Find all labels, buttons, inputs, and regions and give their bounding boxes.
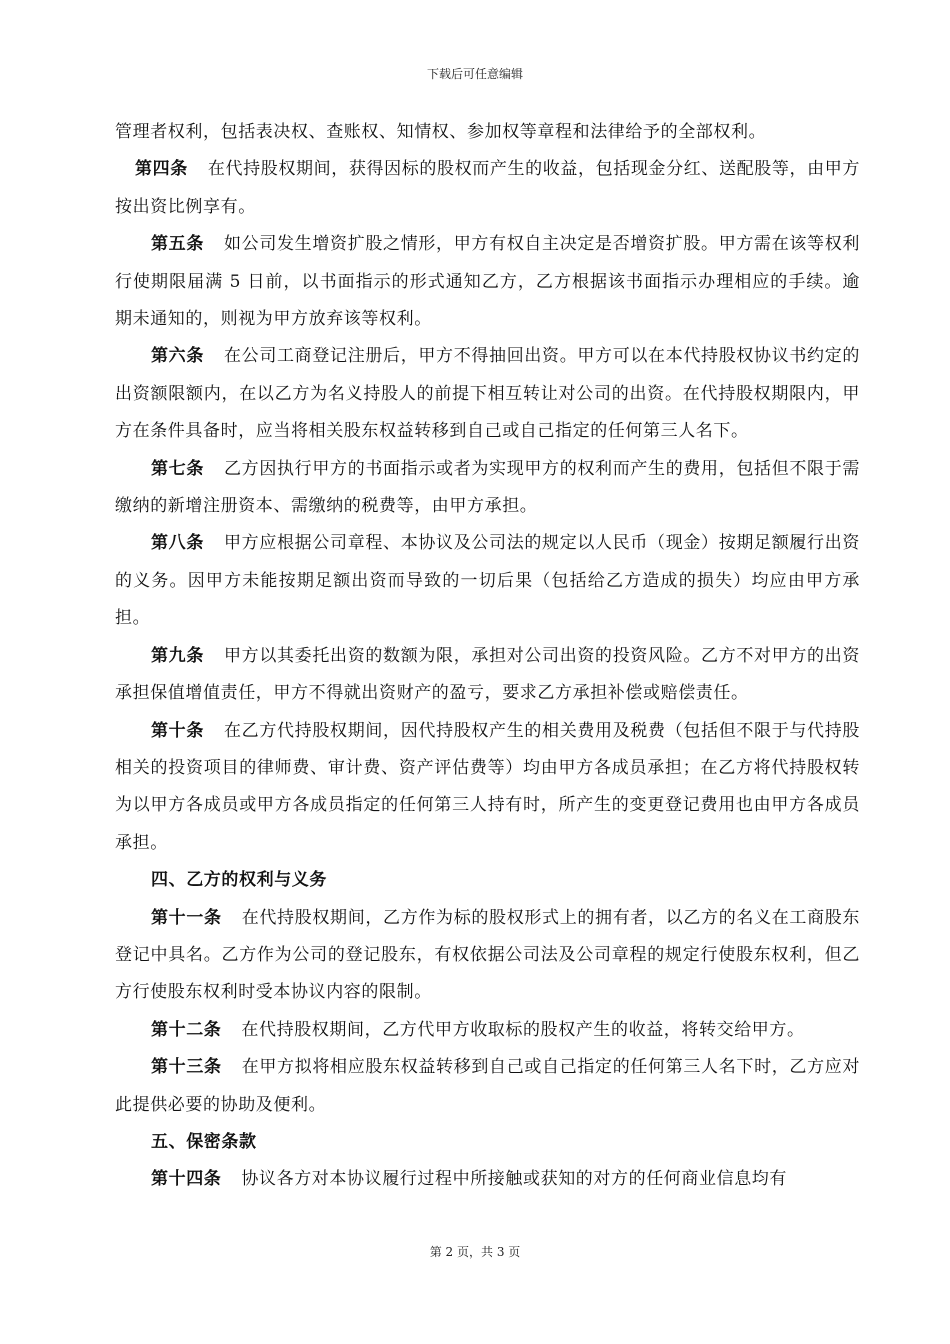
article-number: 第六条 <box>151 346 205 367</box>
article-number: 第十条 <box>151 720 205 741</box>
article-text: 在代持股权期间，乙方作为标的股权形式上的拥有者，以乙方的名义在工商股东登记中具名。乙方作为公司的登记股东，有权依据公司法及公司章程的规定行使股东权利，但乙方行使股东权利时受本协议内容的限制。 <box>115 907 861 1003</box>
article-number: 第十三条 <box>151 1057 222 1078</box>
article-text: 协议各方对本协议履行过程中所接触或获知的对方的任何商业信息均有 <box>241 1169 788 1190</box>
article-5 <box>115 226 860 338</box>
article-8 <box>115 525 860 637</box>
article-number: 第九条 <box>151 645 205 666</box>
article-number: 第八条 <box>151 533 205 554</box>
article-number: 第五条 <box>151 234 205 255</box>
article-text: 在代持股权期间，乙方代甲方收取标的股权产生的收益，将转交给甲方。 <box>241 1019 805 1040</box>
article-14 <box>115 1161 860 1198</box>
page-header: 下载后可任意编辑 <box>426 67 523 81</box>
article-12 <box>115 1012 860 1049</box>
article-10 <box>115 713 860 863</box>
article-6 <box>115 338 860 450</box>
article-text: 如公司发生增资扩股之情形，甲方有权自主决定是否增资扩股。甲方需在该等权利行使期限届满 5 日前，以书面指示的形式通知乙方，乙方根据该书面指示办理相应的手续。逾期未通知的，则视为甲方放弃该等权利。 <box>115 234 860 330</box>
section-heading-5: 五、保密条款 <box>151 1131 257 1152</box>
article-text: 甲方以其委托出资的数额为限，承担对公司出资的投资风险。乙方不对甲方的出资承担保值增值责任，甲方不得就出资财产的盈亏，要求乙方承担补偿或赔偿责任。 <box>115 645 860 704</box>
article-text: 在乙方代持股权期间，因代持股权产生的相关费用及税费（包括但不限于与代持股相关的投资项目的律师费、审计费、资产评估费等）均由甲方各成员承担；在乙方将代持股权转为以甲方各成员或甲方各成员指定的任何第三人持有时，所产生的变更登记费用也由甲方各成员承担。 <box>115 720 860 853</box>
article-9 <box>115 638 860 713</box>
document-body <box>115 114 860 1199</box>
article-text: 在公司工商登记注册后，甲方不得抽回出资。甲方可以在本代持股权协议书约定的出资额限额内，在以乙方为名义持股人的前提下相互转让对公司的出资。在代持股权期限内，甲方在条件具备时，应当将相关股东权益转移到自己或自己指定的任何第三人名下。 <box>115 346 860 442</box>
article-text: 甲方应根据公司章程、本协议及公司法的规定以人民币（现金）按期足额履行出资的义务。因甲方未能按期足额出资而导致的一切后果（包括给乙方造成的损失）均应由甲方承担。 <box>115 533 860 629</box>
section-heading-4: 四、乙方的权利与义务 <box>151 870 327 891</box>
page-footer: 第 2 页，共 3 页 <box>429 1245 521 1259</box>
article-number: 第四条 <box>135 159 188 180</box>
article-number: 第十一条 <box>151 907 222 928</box>
article-number: 第七条 <box>151 458 205 479</box>
article-number: 第十二条 <box>151 1019 222 1040</box>
article-13 <box>115 1049 860 1124</box>
article-4 <box>115 151 860 226</box>
article-text: 在代持股权期间，获得因标的股权而产生的收益，包括现金分红、送配股等，由甲方按出资比例享有。 <box>115 159 860 217</box>
article-7 <box>115 451 860 526</box>
continuation-paragraph: 管理者权利，包括表决权、查账权、知情权、参加权等章程和法律给予的全部权利。 <box>115 122 767 142</box>
article-number: 第十四条 <box>151 1169 222 1190</box>
article-11 <box>115 900 860 1012</box>
article-text: 乙方因执行甲方的书面指示或者为实现甲方的权利而产生的费用，包括但不限于需缴纳的新增注册资本、需缴纳的税费等，由甲方承担。 <box>115 458 860 517</box>
article-text: 在甲方拟将相应股东权益转移到自己或自己指定的任何第三人名下时，乙方应对此提供必要的协助及便利。 <box>115 1057 861 1115</box>
